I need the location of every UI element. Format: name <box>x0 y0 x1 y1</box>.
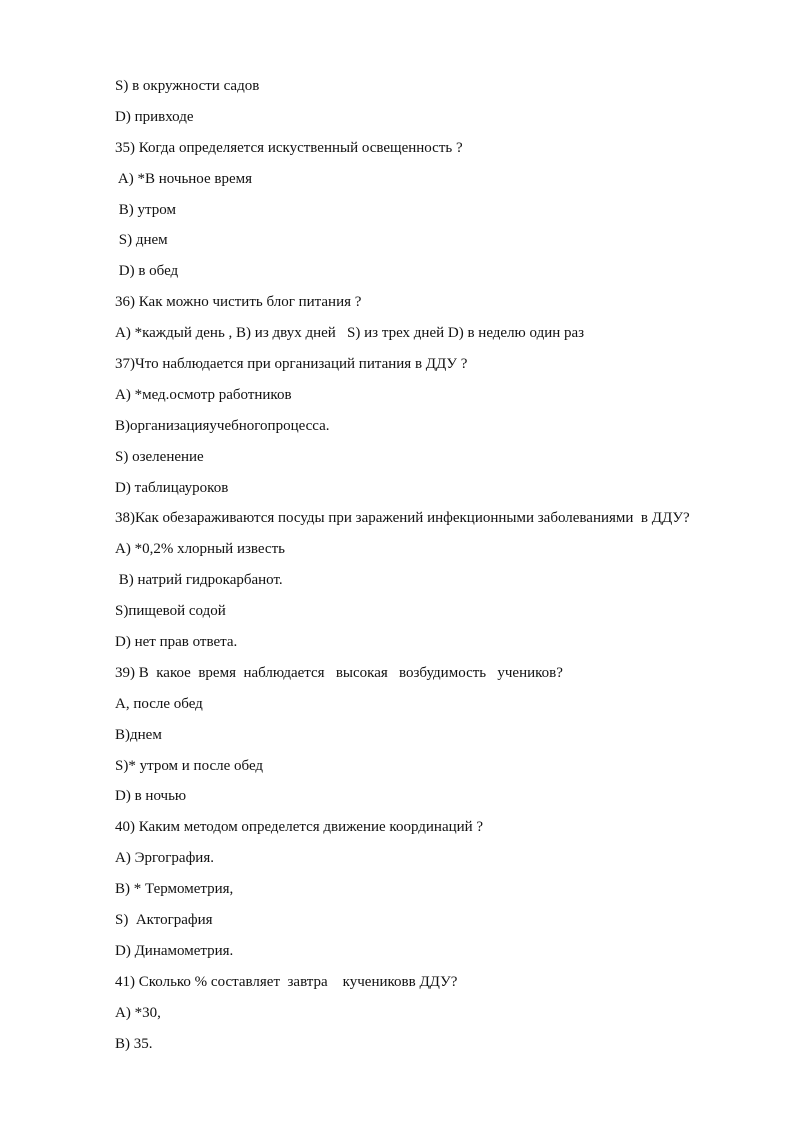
answer-line: A) *30, <box>115 1004 161 1021</box>
answer-line: B)организацияучебногопроцесса. <box>115 417 330 434</box>
answer-line: S) озеленение <box>115 448 204 465</box>
answer-line: A) *0,2% хлорный известь <box>115 541 285 558</box>
answer-line: D) таблицауроков <box>115 479 229 496</box>
answer-line: A) *В ночьное время <box>115 170 253 187</box>
answer-line: A, после обед <box>115 695 203 712</box>
answer-line: A) *мед.осмотр работников <box>115 386 292 403</box>
question-list <box>115 75 755 1064</box>
text-line: S) в окружности садов <box>115 78 260 94</box>
answer-line: B)днем <box>115 726 162 743</box>
answer-line: D) в обед <box>115 263 179 280</box>
answer-line: S) Актография <box>115 912 213 929</box>
question-line: 36) Как можно чистить блог питания ? <box>115 294 362 311</box>
answer-line: D) в ночью <box>115 788 187 805</box>
answer-line: S)пищевой содой <box>115 603 226 620</box>
question-line: 39) В какое время наблюдается высокая возбудимость учеников? <box>115 664 563 681</box>
text-line: D) привходе <box>115 108 194 125</box>
question-line: 40) Каким методом определется движение координаций ? <box>115 819 484 836</box>
answer-line: B) * Термометрия, <box>115 881 234 898</box>
question-line: 35) Когда определяется искуственный освещенность ? <box>115 139 463 156</box>
answer-line: D) нет прав ответа. <box>115 634 238 651</box>
question-line: 38)Как обезараживаются посуды при заражений инфекционными заболеваниями в ДДУ? <box>115 510 690 527</box>
answer-line: A) Эргография. <box>115 850 214 867</box>
question-line: 41) Сколько % составляет завтра кучениковв ДДУ? <box>115 973 458 990</box>
answer-line: D) Динамометрия. <box>115 942 234 959</box>
answer-line: B) натрий гидрокарбанот. <box>115 572 283 589</box>
answer-line: B) утром <box>115 201 176 218</box>
question-line: 37)Что наблюдается при организаций питания в ДДУ ? <box>115 356 468 373</box>
answer-line: A) *каждый день , B) из двух дней S) из трех дней D) в неделю один раз <box>115 325 585 342</box>
answer-line: S) днем <box>115 232 168 249</box>
answer-line: S)* утром и после обед <box>115 757 264 774</box>
answer-line: B) 35. <box>115 1035 153 1052</box>
